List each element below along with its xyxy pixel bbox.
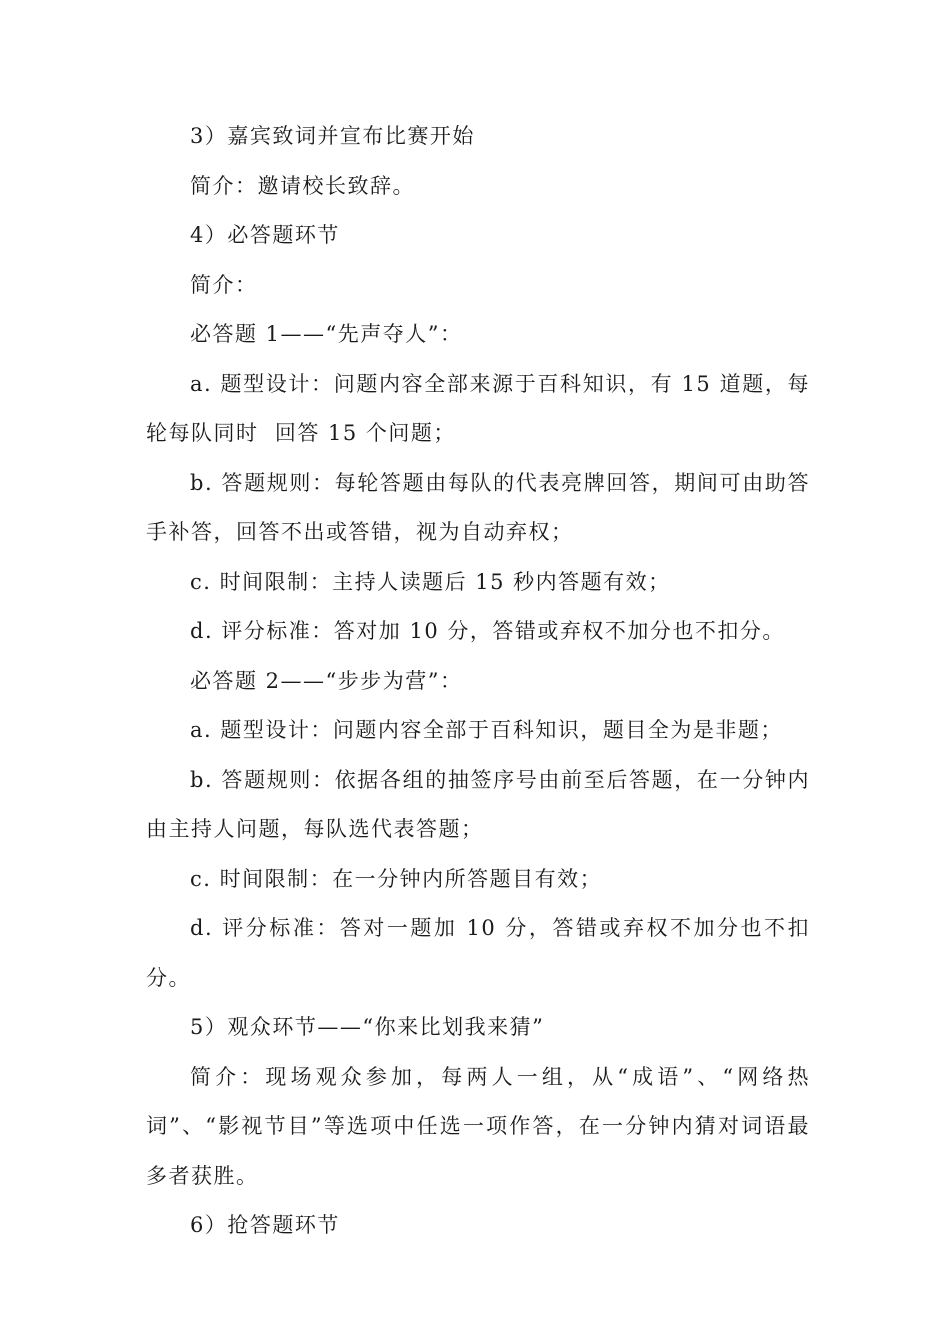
section-heading-guest-speech: 3）嘉宾致词并宣布比赛开始 — [190, 124, 475, 148]
required-question-1-title: 必答题 1——“先声夺人”： — [190, 322, 463, 346]
rule-item: a. 题型设计：问题内容全部于百科知识，题目全为是非题； — [190, 718, 783, 742]
rule-item: c. 时间限制：在一分钟内所答题目有效； — [190, 866, 603, 891]
section-heading-required-questions: 4）必答题环节 — [190, 223, 340, 247]
required-question-2-title: 必答题 2——“步步为营”： — [190, 668, 463, 693]
rule-item: d. 评分标准：答对加 10 分，答错或弃权不加分也不扣分。 — [190, 619, 785, 643]
audience-intro-paragraph: 简介：现场观众参加，每两人一组，从“成语”、“网络热词”、“影视节目”等选项中任选一项作答，在一分钟内猜对词语最多者获胜。 — [146, 1064, 810, 1188]
rule-item: c. 时间限制：主持人读题后 15 秒内答题有效； — [190, 569, 671, 594]
intro-label: 简介： — [190, 272, 258, 297]
document-body — [146, 112, 810, 1251]
section-heading-buzzer-questions: 6）抢答题环节 — [190, 1213, 340, 1237]
intro-paragraph: 简介：邀请校长致辞。 — [190, 173, 415, 198]
rule-item: b. 答题规则：依据各组的抽签序号由前至后答题，在一分钟内由主持人问题，每队选代表答题； — [146, 767, 810, 841]
section-heading-audience: 5）观众环节——“你来比划我来猜” — [190, 1015, 545, 1039]
rule-item: a. 题型设计：问题内容全部来源于百科知识，有 15 道题，每轮每队同时 回答 15 个问题； — [146, 371, 810, 445]
rule-item: d. 评分标准：答对一题加 10 分，答错或弃权不加分也不扣分。 — [146, 916, 810, 990]
rule-item: b. 答题规则：每轮答题由每队的代表亮牌回答，期间可由助答手补答，回答不出或答错，视为自动弃权； — [146, 470, 810, 544]
